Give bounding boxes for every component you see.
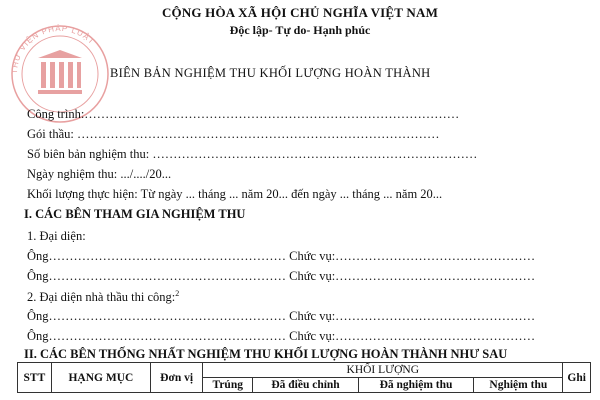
col-group-volume: KHỐI LƯỢNG	[203, 363, 563, 378]
field-report-number: Số biên bản nghiệm thu: ……………………………………………………………………	[27, 147, 478, 161]
representative-label: 1. Đại diện:	[27, 229, 86, 243]
republic-heading: CỘNG HÒA XÃ HỘI CHỦ NGHĨA VIỆT NAM	[161, 5, 439, 20]
motto-heading: Độc lập- Tự do- Hạnh phúc	[229, 23, 371, 37]
volume-table	[17, 362, 591, 393]
field-project: Công trình:………………………………………………………………………………	[27, 107, 460, 121]
footnote-marker: 2	[175, 289, 180, 298]
col-note: Ghi	[563, 363, 591, 393]
seal-ring-text: THƯ VIỆN PHÁP LUẬT	[9, 23, 97, 75]
document-title: BIÊN BẢN NGHIỆM THU KHỐI LƯỢNG HOÀN THÀNH	[110, 66, 431, 80]
field-work-period: Khối lượng thực hiện: Từ ngày ... tháng ... năm 20... đến ngày ... tháng ... năm 20...	[27, 187, 443, 201]
section-agreement-heading: II. CÁC BÊN THỐNG NHẤT NGHIỆM THU KHỐI LƯỢNG HOÀN THÀNH NHƯ SAU	[24, 347, 508, 361]
col-winning: Trúng	[203, 378, 253, 393]
representative-line-2: Ông………………………………………………… Chức vụ:…………………………………………	[27, 269, 536, 283]
contractor-line-2: Ông………………………………………………… Chức vụ:…………………………………………	[27, 329, 536, 343]
col-stt: STT	[18, 363, 52, 393]
field-package: Gói thầu: ……………………………………………………………………………	[27, 127, 440, 141]
col-accepted: Đã nghiệm thu	[358, 378, 474, 393]
col-unit: Đơn vị	[151, 363, 203, 393]
section-parties-heading: I. CÁC BÊN THAM GIA NGHIỆM THU	[24, 207, 246, 221]
contractor-representative-label	[27, 289, 179, 305]
col-acceptance: Nghiệm thu	[474, 378, 563, 393]
contractor-line-1: Ông………………………………………………… Chức vụ:…………………………………………	[27, 309, 536, 323]
col-adjusted: Đã điều chỉnh	[253, 378, 358, 393]
representative-line-1: Ông………………………………………………… Chức vụ:…………………………………………	[27, 249, 536, 263]
col-item: HẠNG MỤC	[51, 363, 150, 393]
contractor-label-text: 2. Đại diện nhà thầu thi công:	[27, 290, 176, 305]
field-acceptance-date: Ngày nghiệm thu: .../..../20...	[27, 167, 172, 181]
